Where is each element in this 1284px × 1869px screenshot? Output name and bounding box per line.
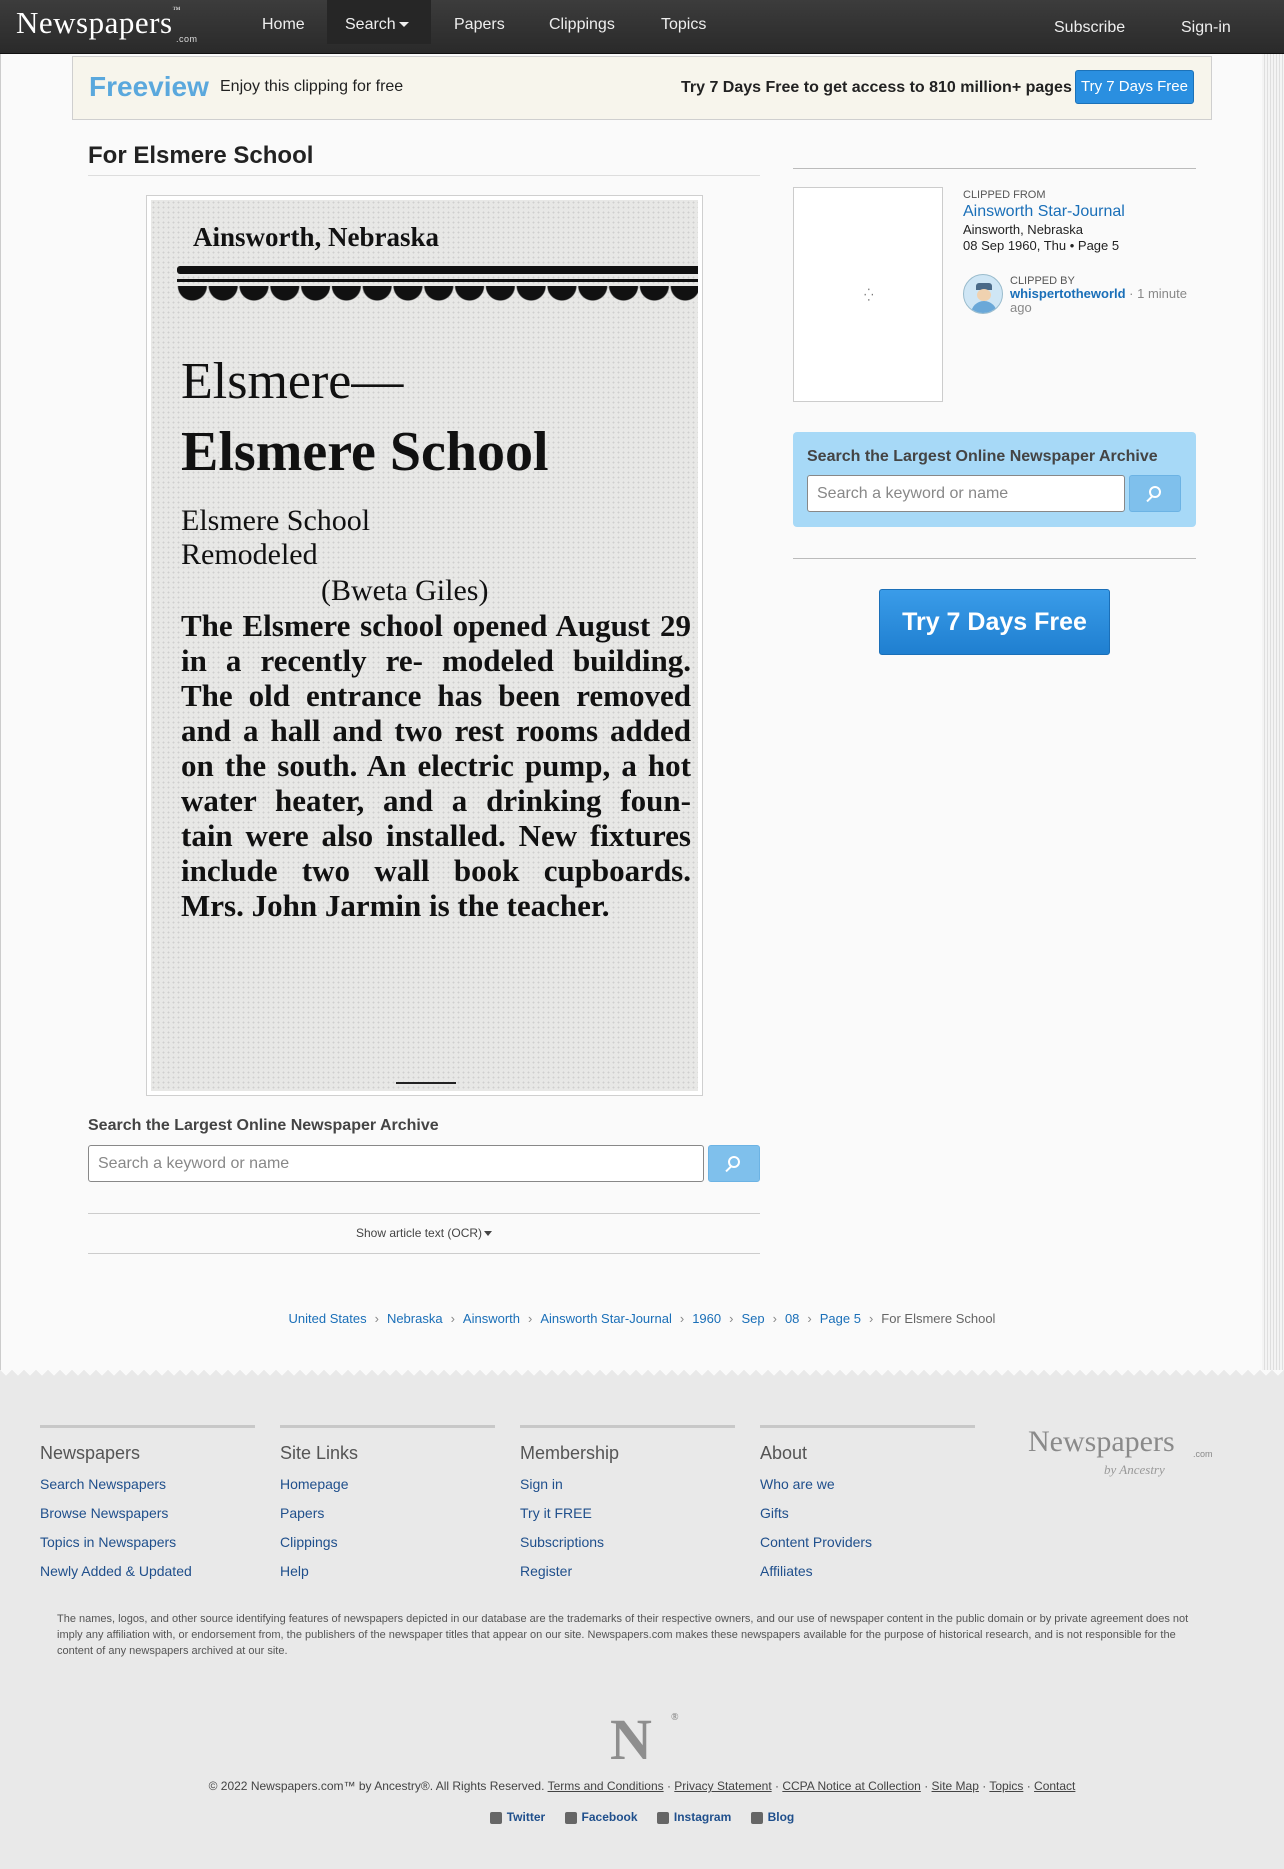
- instagram-link[interactable]: [657, 1810, 731, 1824]
- footer-link[interactable]: Clippings: [280, 1534, 338, 1550]
- breadcrumb-item[interactable]: Ainsworth Star-Journal: [540, 1311, 672, 1326]
- twitter-icon: [490, 1812, 502, 1824]
- search-input[interactable]: [88, 1145, 704, 1182]
- scan-end-rule: [396, 1082, 456, 1084]
- try-free-button[interactable]: Try 7 Days Free: [879, 589, 1110, 655]
- avatar-face: [977, 289, 991, 301]
- sidebar-search-input[interactable]: [807, 475, 1125, 512]
- ccpa-link[interactable]: CCPA Notice at Collection: [782, 1779, 921, 1793]
- nav-topics[interactable]: Topics: [661, 16, 707, 33]
- logo-com: .com: [176, 34, 198, 44]
- footer-heading: About: [760, 1443, 808, 1463]
- facebook-link[interactable]: [565, 1810, 638, 1824]
- scan-headline: Elsmere School: [181, 421, 549, 483]
- breadcrumb-separator: ›: [729, 1311, 734, 1326]
- newspaper-scan: [151, 200, 698, 1091]
- n-logo-icon: [610, 1706, 679, 1773]
- footer-column-bar: [520, 1425, 735, 1428]
- contact-link[interactable]: Contact: [1034, 1779, 1076, 1793]
- footer-heading: Newspapers: [40, 1443, 141, 1463]
- copyright-text: © 2022 Newspapers.com™ by Ancestry®. All Rights Reserved.: [208, 1779, 545, 1793]
- instagram-label: Instagram: [673, 1810, 732, 1824]
- footer-heading: Site Links: [280, 1443, 359, 1463]
- footer-link[interactable]: Sign in: [520, 1476, 563, 1492]
- breadcrumb-item[interactable]: Ainsworth: [462, 1311, 520, 1326]
- sitemap-link[interactable]: Site Map: [931, 1779, 979, 1793]
- breadcrumb-item[interactable]: Sep: [741, 1311, 765, 1326]
- facebook-icon: [565, 1812, 577, 1824]
- freeview-subtitle: Enjoy this clipping for free: [220, 78, 404, 95]
- torn-edge-decoration: [0, 1370, 1284, 1382]
- footer-column-bar: [40, 1425, 255, 1428]
- breadcrumb-separator: ›: [807, 1311, 812, 1326]
- breadcrumb-separator: ›: [868, 1311, 874, 1326]
- clipped-by-label: CLIPPED BY: [1010, 275, 1075, 287]
- twitter-link[interactable]: [490, 1810, 545, 1824]
- scan-subhead: Remodeled: [181, 538, 318, 571]
- freeview-title: Freeview: [89, 71, 209, 102]
- nav-papers[interactable]: Papers: [454, 16, 505, 33]
- breadcrumb-separator: ›: [374, 1311, 379, 1326]
- footer-link[interactable]: Help: [280, 1563, 309, 1579]
- breadcrumb-item[interactable]: 08: [784, 1311, 800, 1326]
- nav-search[interactable]: [345, 16, 409, 34]
- nav-clippings[interactable]: Clippings: [549, 16, 615, 33]
- freeview-offer: Try 7 Days Free to get access to 810 million+ pages: [681, 79, 1072, 96]
- freeview-banner: [72, 56, 1212, 120]
- footer-link[interactable]: Who are we: [760, 1476, 835, 1492]
- footer-column-bar: [760, 1425, 975, 1428]
- rss-icon: [751, 1812, 763, 1824]
- scan-scallop-border: [177, 286, 698, 316]
- footer-ancestry-logo[interactable]: [1028, 1425, 1213, 1477]
- subscribe-link[interactable]: Subscribe: [1054, 19, 1126, 36]
- chevron-down-icon: [399, 22, 409, 27]
- nav-home[interactable]: Home: [262, 16, 305, 33]
- breadcrumb-separator: ›: [772, 1311, 777, 1326]
- clipper-link[interactable]: whispertotheworld: [1010, 286, 1126, 301]
- topics-link[interactable]: Topics: [989, 1779, 1024, 1793]
- blog-label: Blog: [767, 1810, 795, 1824]
- clipping-image[interactable]: [146, 195, 703, 1096]
- newspapers-logo[interactable]: [16, 5, 198, 44]
- breadcrumb-separator: ›: [450, 1311, 455, 1326]
- avatar-body: [971, 301, 997, 314]
- paper-title-link[interactable]: Ainsworth Star-Journal: [963, 203, 1125, 220]
- logo-text: Newspapers: [16, 5, 173, 40]
- facebook-label: Facebook: [581, 1810, 638, 1824]
- logo-tm: ™: [172, 5, 181, 14]
- breadcrumb-item[interactable]: United States: [288, 1311, 367, 1326]
- paper-date-page: 08 Sep 1960, Thu • Page 5: [963, 238, 1120, 253]
- breadcrumb-separator: ›: [528, 1311, 533, 1326]
- page-title: For Elsmere School: [88, 142, 314, 169]
- blog-link[interactable]: [751, 1810, 795, 1824]
- n-logo-letter: N: [610, 1707, 652, 1772]
- footer-link[interactable]: Newly Added & Updated: [40, 1563, 192, 1579]
- footer-column-membership: [520, 1425, 735, 1592]
- footer-column-site-links: [280, 1425, 495, 1592]
- social-links: [0, 1810, 1284, 1824]
- registered-mark: ®: [671, 1712, 679, 1723]
- ocr-toggle[interactable]: [356, 1226, 492, 1240]
- search-button[interactable]: [708, 1145, 760, 1182]
- sidebar-search-button[interactable]: [1129, 475, 1181, 512]
- breadcrumb-item[interactable]: Nebraska: [386, 1311, 443, 1326]
- search-icon-handle: [725, 1166, 731, 1172]
- sidebar-top-divider: [793, 168, 1196, 169]
- clipped-time: · 1 minute ago: [1010, 286, 1187, 315]
- footer-link[interactable]: Papers: [280, 1505, 325, 1521]
- terms-link[interactable]: Terms and Conditions: [547, 1779, 664, 1793]
- avatar[interactable]: [963, 274, 1003, 314]
- scan-headline-small: Elsmere—: [181, 353, 404, 410]
- title-divider: [88, 175, 760, 176]
- scan-byline: (Bweta Giles): [321, 574, 489, 607]
- footer-link[interactable]: Try it FREE: [520, 1505, 592, 1521]
- top-nav: [0, 0, 1284, 54]
- footer-link[interactable]: Content Providers: [760, 1534, 873, 1550]
- breadcrumb-current: For Elsmere School: [881, 1311, 996, 1326]
- instagram-icon: [657, 1812, 669, 1824]
- footer-heading: Membership: [520, 1443, 620, 1463]
- footer-link[interactable]: Affiliates: [760, 1563, 813, 1579]
- sidebar-search-heading: Search the Largest Online Newspaper Archive: [807, 448, 1158, 465]
- ocr-toggle-label: Show article text (OCR): [356, 1226, 483, 1240]
- footer-link[interactable]: Subscriptions: [520, 1534, 605, 1550]
- freeview-try-button[interactable]: Try 7 Days Free: [1075, 70, 1194, 104]
- scan-rule: [177, 279, 698, 282]
- footer-link[interactable]: Browse Newspapers: [40, 1505, 169, 1521]
- nav-search-label: Search: [345, 16, 396, 33]
- footer-logo-text: Newspapers: [1028, 1425, 1175, 1458]
- breadcrumb-item[interactable]: Page 5: [819, 1311, 861, 1326]
- paper-location: Ainsworth, Nebraska: [963, 222, 1083, 237]
- breadcrumb-item[interactable]: 1960: [692, 1311, 722, 1326]
- footer-column-about: [760, 1425, 975, 1592]
- scan-subhead: Elsmere School: [181, 504, 371, 537]
- loading-spinner-icon: ⁛: [864, 288, 874, 302]
- page-edge-decoration: [1262, 54, 1284, 1376]
- footer-logo-by: by Ancestry: [1104, 1462, 1165, 1477]
- legal-disclaimer: The names, logos, and other source identifying features of newspapers depicted in our database are the trademarks of their respective owners, and our use of newspaper content in the public domain or by private agreement does not imply any affiliation with, or endorsement from, the publishers of the newspaper titles that appear on our site. Newspapers.com makes these newspapers available for the purpose of historical research, and is not responsible for the content of any newspapers archived at our site.: [57, 1613, 1189, 1657]
- copyright-line: © 2022 Newspapers.com™ by Ancestry®. All Rights Reserved. Terms and Conditions · Privacy Statement · CCPA Notice at Collection · Site Map · Topics · Contact: [208, 1779, 1076, 1793]
- breadcrumb: [0, 1311, 1284, 1326]
- signin-link[interactable]: Sign-in: [1181, 19, 1231, 36]
- ocr-bottom-divider: [88, 1253, 760, 1254]
- caret-down-icon: [484, 1231, 492, 1236]
- footer-link[interactable]: Homepage: [280, 1476, 349, 1492]
- footer-link[interactable]: Register: [520, 1563, 573, 1579]
- footer-column-bar: [280, 1425, 495, 1428]
- search-icon-handle: [1146, 496, 1152, 502]
- footer-link[interactable]: Gifts: [760, 1505, 789, 1521]
- footer-link[interactable]: Topics in Newspapers: [40, 1534, 177, 1550]
- search-heading: Search the Largest Online Newspaper Archive: [88, 1117, 439, 1134]
- twitter-label: Twitter: [506, 1810, 546, 1824]
- footer-logo-com: .com: [1193, 1449, 1213, 1459]
- scan-dateline: Ainsworth, Nebraska: [193, 222, 440, 252]
- clipped-from-label: CLIPPED FROM: [963, 189, 1046, 201]
- footer-link[interactable]: Search Newspapers: [40, 1476, 167, 1492]
- privacy-link[interactable]: Privacy Statement: [674, 1779, 772, 1793]
- sidebar-divider: [793, 558, 1196, 559]
- scan-rule: [177, 266, 698, 274]
- breadcrumb-separator: ›: [679, 1311, 685, 1326]
- clipper-info: [1010, 287, 1195, 315]
- ocr-top-divider: [88, 1213, 760, 1214]
- scan-body-text: The Elsmere school opened August 29 in a recently re- modeled building. The old entrance has been removed and a hall and two rest rooms added on the south. An electric pump, a hot water heater, and a drinking foun- tain were also installed. New fixtures include two wall book cupboards. Mrs. John Jarmin is the teacher.: [181, 608, 691, 923]
- footer-column-newspapers: [40, 1425, 255, 1592]
- page-thumbnail[interactable]: [793, 187, 943, 402]
